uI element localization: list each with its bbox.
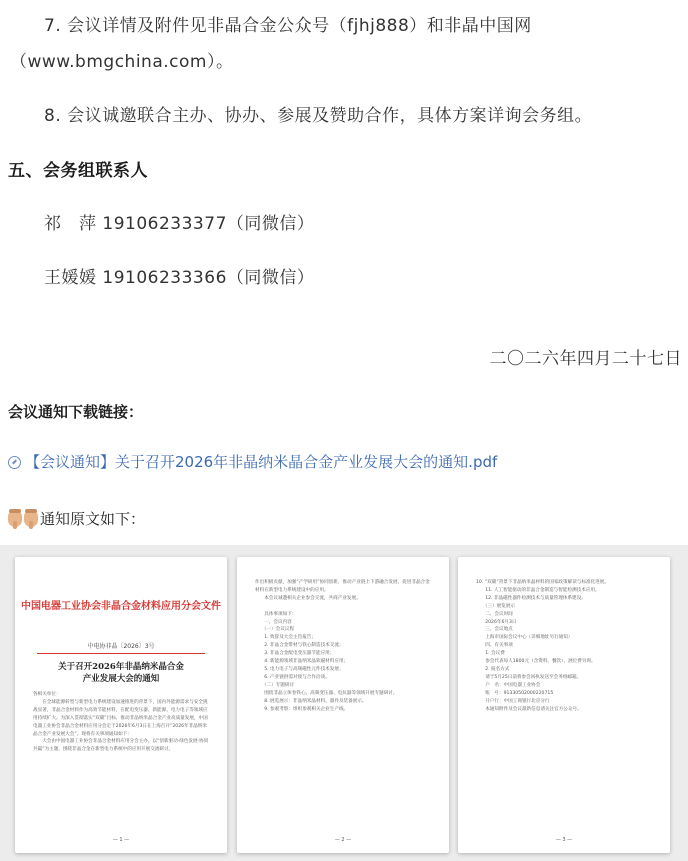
contact-qi-ping: 祁 萍 19106233377（同微信） xyxy=(44,214,315,234)
download-link-text[interactable]: 【会议通知】关于召开2026年非晶纳米晶合金产业发展大会的通知.pdf xyxy=(25,453,498,471)
document-page-3[interactable] xyxy=(458,557,670,853)
page-number: — 2 — xyxy=(334,837,352,843)
section5-heading: 五、会务组联系人 xyxy=(8,161,148,181)
doc-heading xyxy=(43,661,199,685)
link-icon xyxy=(8,456,21,469)
contact-wang-yuanyuan: 王媛媛 19106233366（同微信） xyxy=(44,268,315,288)
red-rule xyxy=(37,653,205,654)
page-number: — 1 — xyxy=(112,837,130,843)
item8: 8. 会议诚邀联合主办、协办、参展及赞助合作，具体方案详询会务组。 xyxy=(44,106,593,126)
item7-line2: （www.bmgchina.com）。 xyxy=(10,52,234,72)
document-page-2[interactable] xyxy=(237,557,449,853)
pointing-down-hand-icon xyxy=(24,511,38,527)
date: 二〇二六年四月二十七日 xyxy=(489,349,682,369)
pointing-down-hand-icon xyxy=(8,511,22,527)
doc-number: 中电协非晶〔2026〕3号 xyxy=(87,643,155,650)
org-title: 中国电器工业协会非晶合金材料应用分会文件 xyxy=(21,601,221,612)
item7-line1: 7. 会议详情及附件见非晶合金公众号（fjhj888）和非晶中国网 xyxy=(44,16,532,36)
doc-heading-line1: 关于召开2026年非晶纳米晶合金 xyxy=(58,662,184,672)
page-number: — 3 — xyxy=(555,837,573,843)
doc-heading-line2: 产业发展大会的通知 xyxy=(82,674,160,684)
doc-body-text: 各相关单位： 在全球能源转型与新型电力系统建设加速推进的背景下，国内外能源需求与安全挑战显著，非晶合金材料作为高效节能材料，在配电变压器、新能源、电力电子等领域应用持续扩大。为深入贯彻落实“双碳”目标，推动非晶纳米晶合金产业高质量发展，中国电器工业协会非晶合金材料应用分会定于2026年6月3日在上海召开“2026年非晶纳米晶合金产业发展大会”。现将有关事项通知如下： 大会由中国电器工业协会非晶合金材料应用分会主办，以“创新驱动·绿色发展·协同共赢”为主题，围绕非晶合金在新型电力系统中的应用开展交流研讨。 xyxy=(33,692,209,753)
download-heading: 会议通知下载链接： xyxy=(8,403,144,421)
intro-text: 通知原文如下： xyxy=(40,510,146,528)
document-page-1[interactable] xyxy=(15,557,227,853)
document-preview-strip xyxy=(0,545,688,861)
doc-body-text: 10. “双碳”背景下非晶纳米晶材料的国家政策解读与标准化进展。 11. 人工智能驱动的非晶合金制造与智能检测技术应用。 12. 非晶磁性器件检测技术与质量管理体系建设。 （三）展览展示 二、会议时间 2026年6月3日 三、会议地点 上海市国际会议中心（详细地址另行通知） 四、有关事项 1. 会议费 参会代表每人1800元（含资料、餐饮），展位费另询。 2. 报名方式 请于5月25日前将参会回执发送至会务组邮箱。 户 名：中国电器工业协会 账 号：91330502000220715 开户行：中国工商银行北京分行 本通知附件及会议最新信息请关注官方公众号。 xyxy=(476,580,609,712)
doc-body-text: 作出积极贡献，加强“产学研用”协同创新，推动产业链上下游融合发展，促进非晶合金材料在新型电力系统建设中的应用。 本会议诚邀相关企业参会交流，共商产业发展。 具体事项如下： 一、会议内容 （一）会议议程 1. 致辞及大会主旨报告； 2. 非晶合金带材与铁心制造技术交流； 3. 非晶合金配电变压器节能应用； 4. 新能源领域非晶纳米晶软磁材料应用； 5. 电力电子与高频磁性元件技术发展； 6. 产业链供需对接与合作洽谈。 （二）专题研讨 围绕非晶立体卷铁心、高频变压器、电抗器等领域开展专题研讨。 8. 展览展示：非晶纳米晶材料、器件及装备展示。 9. 参观考察：组织参观相关企业生产线。 xyxy=(255,580,430,712)
download-link[interactable] xyxy=(8,451,497,472)
intro-line xyxy=(8,508,145,529)
